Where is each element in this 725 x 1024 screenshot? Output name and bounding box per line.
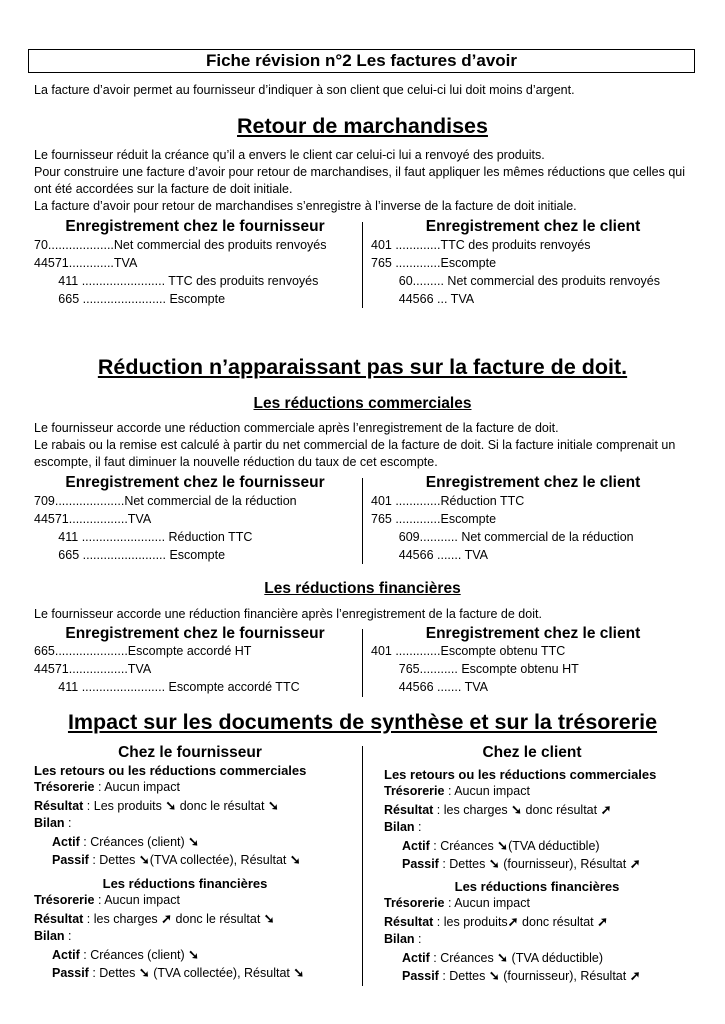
page-title: Fiche révision n°2 Les factures d’avoir [28,49,695,73]
arrow-down-icon: ➘ [263,911,275,926]
s2-paragraph-1: Le fournisseur accorde une réduction commerciale après l’enregistrement de la facture de doit. [34,421,559,435]
s2-right-entry: 44566 ....... TVA [371,548,488,562]
section-heading-impact: Impact sur les documents de synthèse et sur la trésorerie [67,710,658,734]
lf1-resultat: Résultat : Les produits ➘ donc le résultat ➘ [34,798,279,813]
intro-text: La facture d’avoir permet au fournisseur d’indiquer à son client que celui-ci lui doit moins d’argent. [34,83,575,97]
arrow-up-icon: ➚ [597,914,608,929]
s2-paragraph-3: Le fournisseur accorde une réduction financière après l’enregistrement de la facture de doit. [34,607,542,621]
arrow-up-icon: ➚ [600,802,612,817]
arrow-down-icon: ➘ [293,965,305,980]
rc1-resultat: Résultat : les charges ➘ donc résultat ➚ [384,802,612,817]
arrow-up-icon: ➚ [629,856,641,871]
rc2-passif: Passif : Dettes ➘ (fournisseur), Résultat ➚ [402,968,641,983]
arrow-down-icon: ➘ [165,798,177,813]
s1-divider [362,222,363,308]
s2b-right-heading: Enregistrement chez le client [425,625,641,642]
lf1-actif: Actif : Créances (client) ➘ [52,834,200,849]
s1-right-entry: 60......... Net commercial des produits renvoyés [371,274,661,288]
s2-right-heading: Enregistrement chez le client [425,474,641,491]
lf2-tresorerie: Trésorerie : Aucun impact [34,893,180,907]
lf2-passif: Passif : Dettes ➘ (TVA collectée), Résultat ➘ [52,965,305,980]
arrow-down-icon: ➘ [138,852,150,867]
arrow-down-icon: ➘ [488,856,500,871]
rc1-tresorerie: Trésorerie : Aucun impact [384,784,530,798]
s1-left-entry: 70...................Net commercial des produits renvoyés [34,238,327,252]
subheading-financieres: Les réductions financières [264,580,461,597]
s2b-left-entry: 411 ........................ Escompte accordé TTC [34,680,300,694]
lf1-bilan: Bilan : [34,816,72,830]
s1-paragraph-3: La facture d’avoir pour retour de marchandises s’enregistre à l’inverse de la facture de doit initiale. [34,199,577,213]
s1-right-entry: 765 .............Escompte [371,256,497,270]
s3-right-heading: Chez le client [482,744,582,761]
arrow-down-icon: ➘ [267,798,279,813]
section-heading-reduction: Réduction n’apparaissant pas sur la facture de doit. [97,355,628,379]
section-heading-retour: Retour de marchandises [237,114,488,138]
s2-paragraph-2: Le rabais ou la remise est calculé à partir du net commercial de la facture de doit. Si la facture initiale comprenait un escompte, il faut diminuer la nouvelle réduction du taux de cet escompte. [34,438,676,469]
s1-left-entry: 411 ........................ TTC des produits renvoyés [34,274,319,288]
s2b-left-entry: 665.....................Escompte accordé HT [34,644,252,658]
s2-left-entry: 665 ........................ Escompte [34,548,226,562]
s1-right-heading: Enregistrement chez le client [425,218,641,235]
s2-divider [362,478,363,564]
s2-right-entry: 765 .............Escompte [371,512,497,526]
s1-left-heading: Enregistrement chez le fournisseur [65,218,325,235]
rc1-subheading: Les retours ou les réductions commerciales [384,767,657,782]
arrow-up-icon: ➚ [507,914,519,929]
s1-right-entry: 44566 ... TVA [371,292,475,306]
s2b-left-heading: Enregistrement chez le fournisseur [65,625,325,642]
lf2-subheading: Les réductions financières [102,876,268,891]
s2-right-entry: 609........... Net commercial de la réduction [371,530,634,544]
s2-left-entry: 709....................Net commercial de la réduction [34,494,297,508]
arrow-down-icon: ➘ [497,838,509,853]
rc1-actif: Actif : Créances ➘(TVA déductible) [402,838,600,853]
s3-left-heading: Chez le fournisseur [118,744,262,761]
s2b-right-entry: 765........... Escompte obtenu HT [371,662,579,676]
s1-right-entry: 401 .............TTC des produits renvoyés [371,238,591,252]
rc1-bilan: Bilan : [384,820,422,834]
lf2-actif: Actif : Créances (client) ➘ [52,947,200,962]
arrow-down-icon: ➘ [138,965,150,980]
lf1-tresorerie: Trésorerie : Aucun impact [34,780,180,794]
lf2-resultat: Résultat : les charges ➚ donc le résultat ➘ [34,911,275,926]
s2-left-entry: 411 ........................ Réduction TTC [34,530,253,544]
rc2-subheading: Les réductions financières [454,879,620,894]
s1-paragraph-2: Pour construire une facture d’avoir pour retour de marchandises, il faut appliquer les mêmes réductions que celles qui ont été accordées sur la facture de doit initiale. [34,165,686,196]
s1-left-entry: 44571.............TVA [34,256,138,270]
s2b-right-entry: 401 .............Escompte obtenu TTC [371,644,566,658]
arrow-up-icon: ➚ [161,911,173,926]
s2-left-heading: Enregistrement chez le fournisseur [65,474,325,491]
s3-divider [362,746,363,986]
rc2-bilan: Bilan : [384,932,422,946]
subheading-commerciales: Les réductions commerciales [253,395,472,412]
arrow-down-icon: ➘ [188,947,200,962]
rc1-passif: Passif : Dettes ➘ (fournisseur), Résultat ➚ [402,856,641,871]
arrow-down-icon: ➘ [188,834,200,849]
arrow-down-icon: ➘ [289,852,301,867]
lf2-bilan: Bilan : [34,929,72,943]
s1-left-entry: 665 ........................ Escompte [34,292,226,306]
lf1-passif: Passif : Dettes ➘(TVA collectée), Résultat ➘ [52,852,301,867]
lf1-subheading: Les retours ou les réductions commerciales [34,763,307,778]
s1-paragraph-1: Le fournisseur réduit la créance qu’il a envers le client car celui-ci lui a renvoyé des produits. [34,148,545,162]
rc2-tresorerie: Trésorerie : Aucun impact [384,896,530,910]
s2-right-entry: 401 .............Réduction TTC [371,494,525,508]
s2-left-entry: 44571.................TVA [34,512,152,526]
arrow-up-icon: ➚ [629,968,641,983]
arrow-down-icon: ➘ [488,968,500,983]
arrow-down-icon: ➘ [497,950,509,965]
s2b-right-entry: 44566 ....... TVA [371,680,488,694]
arrow-down-icon: ➘ [511,802,523,817]
rc2-resultat: Résultat : les produits➚ donc résultat ➚ [384,914,608,929]
rc2-actif: Actif : Créances ➘ (TVA déductible) [402,950,604,965]
s2b-divider [362,629,363,697]
s2b-left-entry: 44571.................TVA [34,662,152,676]
